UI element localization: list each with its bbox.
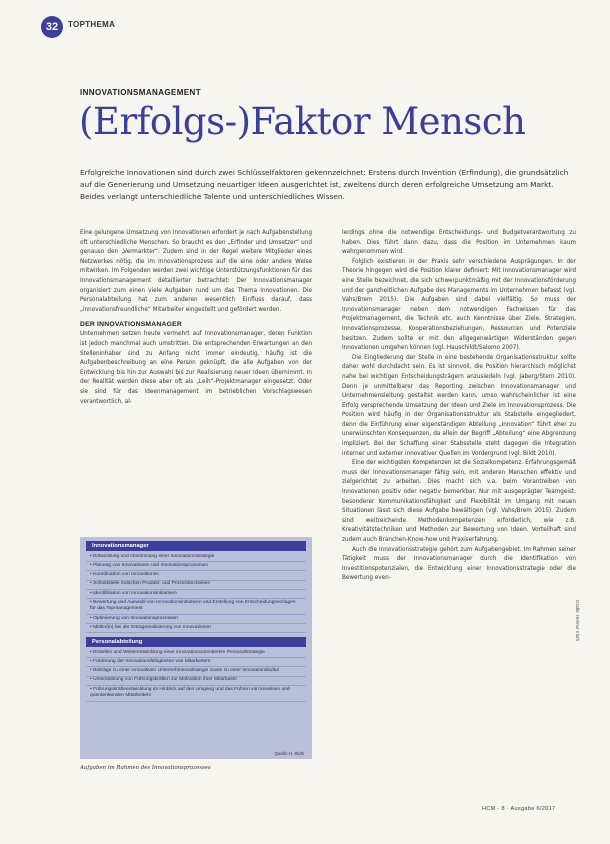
list-item: • Förderung der Innovationsfähigkeiten von Mitarbeitern	[86, 658, 306, 667]
body-paragraph: Eine gelungene Umsetzung von Innovationen erfordert je nach Aufgabenstellung oft unterschiedliche Menschen. So braucht es den „Erfinder und Umsetzer“ und genauso den „Vermarkter“. Zudem sind in der Regel weitere Mitglieder eines Netzwerkes nötig, die im Innovationsprozess auf die eine oder andere Weise mitwirken. Im Folgenden werden zwei wichtige Unterstützungsfunktionen für das Innovationsmanagement detaillierter betrachtet: Der Innovationsmanager organisiert zum einen viele Aufgaben rund um das Thema Innovationen. Die Personalabteilung hat zum anderen wesentlich Einfluss darauf, dass „innovationsfreundliche“ Mitarbeiter eingestellt und gefördert werden.	[80, 230, 312, 313]
list-item: • Koordination von Innovationen	[86, 571, 306, 580]
list-item: • Beiträge zu einer innovativen Unternehmensstrategie sowie zu einer Innovationskultur	[86, 667, 306, 676]
body-paragraph: lerdings ohne die notwendige Entscheidungs- und Budgetverantwortung zu haben. Dies führt dann dazu, dass die Position im Unternehmen kaum wahrgenommen wird.	[342, 230, 576, 256]
info-box-list	[86, 649, 306, 702]
list-item: • Schnittstelle zwischen Produkt- und Prozesstechniken	[86, 581, 306, 590]
article-kicker: INNOVATIONSMANAGEMENT	[80, 88, 201, 97]
image-credit: Grafik: Helmut Kluth	[575, 600, 580, 642]
list-item: • Unterstützung von Führungskräften zur Motivation ihrer Mitarbeiter	[86, 677, 306, 686]
section-label: TOPTHEMA	[68, 20, 116, 29]
list-item: • Identifikation von Innovationsinitiativen	[86, 590, 306, 599]
article-title: (Erfolgs-)Faktor Mensch	[79, 100, 526, 143]
info-box-heading: Personalabteilung	[86, 637, 306, 647]
left-column	[80, 229, 312, 407]
list-item: • Planung von Innovationen und Innovationsprozessen	[86, 562, 306, 571]
list-item: • Entwicklung und Abstimmung einer Innovationsstrategie	[86, 553, 306, 562]
page-footer: HCM · 8 · Ausgabe 6/2017	[482, 806, 556, 812]
right-column	[342, 229, 576, 584]
body-paragraph: Die Eingliederung der Stelle in eine bestehende Organisationsstruktur sollte daher wohl durchdacht sein. Es ist sinnvoll, die Position hierarchisch möglichst nahe bei wichtigen Entscheidungsträgern anzusiedeln (vgl. Jaberg/Stern 2010). Denn je unmittelbarer das Reporting zwischen Innovationsmanager und Unternehmensleitung gestaltet werden kann, umso wahrscheinlicher ist eine Erfolg versprechende Umsetzung der Ideen und Ziele im Innovationsprozess. Die Position wird häufig in der Organisationsstruktur als Stabstelle eingegliedert, denn die Einführung einer eigenständigen Abteilung „Innovation“ führt eher zu unerwünschten Konsequenzen, da allein der Begriff „Abteilung“ eine Abgrenzung impliziert. Bei der Schaffung einer Stabsstelle steht dagegen die Integration interner und externer innovativer Quellen im Vordergrund (vgl. Bildt 2010).	[342, 354, 576, 457]
list-item: • Bewertung und Auswahl von Innovationsinitiativen und Erstellung von Entscheidungsvorlagen für das Topmanagement	[86, 599, 306, 615]
info-box	[80, 537, 312, 759]
body-paragraph: Unternehmen setzen heute vermehrt auf Innovationsmanager, deren Funktion ist jedoch manchmal auch umstritten. Die entsprechenden Erwartungen an den Stelleninhaber sind zu Anfang nicht immer eindeutig, häufig ist die Aufgabenbeschreibung an eine Person geknüpft, die alle Aufgaben von der Entwicklung bis hin zur Auswahl bis zur Realisierung neuer Ideen übernimmt. In der Realität werden diese aber oft als „Leih“-Projektmanager eingesetzt. Oder sie sind für das Ideenmanagement im betrieblichen Vorschlagswesen verantwortlich, al-	[80, 331, 312, 405]
page-number-badge: 32	[41, 16, 63, 38]
list-item: • Optimierung von Innovationsprozessen	[86, 615, 306, 624]
list-item: • Erstellen und Weiterentwicklung einer innovationsorientierten Personalstrategie	[86, 649, 306, 658]
list-item: • Führungskräfteentwicklung im Hinblick auf den Umgang und das Führen von kreativen und querdenkenden Mitarbeitern	[86, 686, 306, 702]
info-box-heading: Innovationsmanager	[86, 541, 306, 551]
info-box-caption: Aufgaben im Rahmen des Innovationsprozesses	[80, 765, 211, 771]
info-box-list	[86, 553, 306, 633]
body-paragraph: Auch die Innovationsstrategie gehört zum Aufgabengebiet. Im Rahmen seiner Tätigkeit muss der Innovationsmanager durch die Identifikation von Investitionspotenzialen, die Entwicklung einer Innovationsstrategie oder die Bewertung even-	[342, 546, 576, 582]
list-item: • Mittler(in) bei der Ertragsrealisierung von Innovationen	[86, 624, 306, 633]
subheading: DER INNOVATIONSMANAGER	[80, 321, 182, 329]
article-lead: Erfolgreiche Innovationen sind durch zwei Schlüsselfaktoren gekennzeichnet: Erstens durch Invention (Erfindung), die grundsätzlich auf die Generierung und Umsetzung neuartiger Ideen ausgerichtet ist, zweitens durch deren erfolgreiche Umsetzung am Markt. Beides verlangt unterschiedliche Talente und unterschiedliches Wissen.	[80, 168, 569, 201]
body-paragraph: Folglich existieren in der Praxis sehr verschiedene Ausprägungen. In der Theorie hingegen wird die Position klarer definiert: Mit Innovationsmanager wird eine Stelle bezeichnet, die sich schwerpunktmäßig mit der Innovationsförderung und der ganzheitlichen Aufgabe des Managements im Unternehmen befasst (vgl. Vahs/Brem 2015). Die Aufgaben sind dabei vielfältig. So muss der Innovationsmanager neben dem notwendigen Fachwissen für das Projektmanagement, die Technik etc. auch Kenntnisse über Ziele, Strategien, Innovationsprozesse, Kooperationsbeziehungen, Ressourcen und Potenziale besitzen. Zudem sollte er mit den allgegenwärtigen Widerständen gegen Innovationen umgehen können (vgl. Hauschildt/Salomo 2007).	[342, 258, 576, 352]
info-box-source: Quelle: H. Kluth	[274, 751, 304, 756]
body-paragraph: Eine der wichtigsten Kompetenzen ist die Sozialkompetenz. Erfahrungsgemäß muss der Innovationsmanager fähig sein, mit anderen Menschen effektiv und zielgerichtet zu arbeiten. Dies macht sich v.a. beim Vorantreiben von Innovationen positiv oder negativ bemerkbar. Nur mit ausgeprägter Teamgeist, besonderer Kommunikationsfähigkeit und Flexibilität im Umgang mit neuen Situationen lässt sich diese Aufgabe bewältigen (vgl. Vahs/Brem 2015). Zudem sind weitreichende Methodenkompetenzen erforderlich, wie z.B. Kreativitätstechniken und Methoden zur Bewertung von Ideen. Vorteilhaft sind zudem auch Branchen-Know-how und Praxiserfahrung.	[342, 460, 576, 543]
